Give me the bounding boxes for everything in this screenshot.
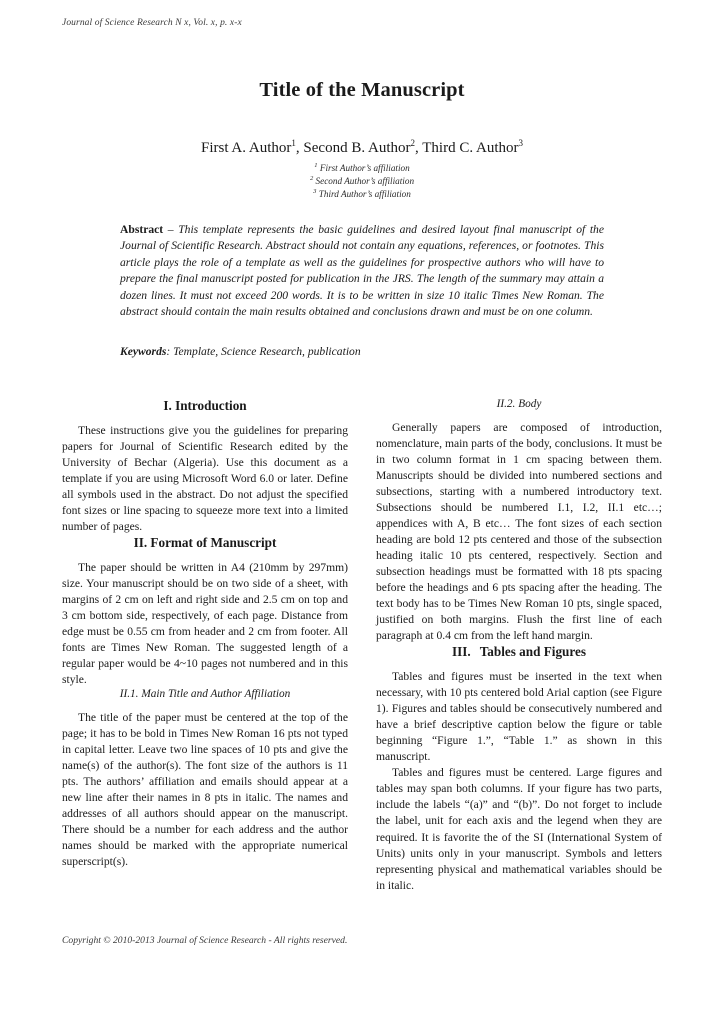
affiliation-superscript: 1 [314,162,318,170]
section-heading-tables-and-figures [376,644,662,660]
abstract-text: This template represents the basic guidelines and desired layout final manuscript of the Journal of Scientific Research. Abstract should not contain any equations, references, or footnotes. This article plays the role of a template as well as the guidelines for prospective authors who will have to prepare the final manuscript posted for publication in the JRS. The length of the summary may attain a dozen lines. It must not exceed 200 words. It is to be written in size 10 italic Times New Roman. The abstract should contain the main results obtained and conclusions drawn and must be on one column. [120,223,604,319]
section-title: Tables and Figures [479,644,586,660]
page-title: Title of the Manuscript [259,79,465,101]
author-name-2: Second B. Author [303,139,411,156]
author-superscript-2: 2 [410,137,416,148]
affiliation-label: First Author’s affiliation [319,163,410,174]
left-column [62,398,348,908]
section-number: III. [452,644,471,660]
author-list [62,139,662,158]
keywords-value: Template, Science Research, publication [173,344,361,358]
paragraph-tables-and-figures-2: Tables and figures must be centered. Large figures and tables may span both columns. If your figure has two parts, include the labels “(a)” and “(b)”. Do not forget to include the label, unit for each axis and the legend when they are required. It is favorite the of the SI (International System of Units) units only in your manuscript. Symbols and letters representing physical and mathematical variables should be in italic. [376,766,662,892]
affiliation-superscript: 2 [309,175,314,183]
title-block [62,78,662,202]
section-heading-introduction: I. Introduction [163,398,247,413]
author-superscript-1: 1 [291,137,296,148]
paragraph-main-title-and-author-affiliation: The title of the paper must be centered at the top of the page; it has to be bold in Times New Roman 16 pts not typed in capital letter. Leave two line spaces of 10 pts and give the name(s) of the author(s). The font size of the authors is 11 pts. The authors’ affiliation and emails should appear at a new line after their names in 8 pts in italic. The names and addresses of all authors should appear on the manuscript. There should be a number for each address and the author names should be marked with the appropriate numerical superscript(s). [62,710,348,869]
affiliation-list [62,162,662,201]
keywords-line [120,345,604,358]
abstract-dash: – [163,223,179,236]
affiliation-item [62,175,662,188]
author-name-1: First A. Author [200,139,292,156]
footer-copyright: Copyright © 2010-2013 Journal of Science Research - All rights reserved. [62,935,348,946]
author-superscript-3: 3 [518,137,523,148]
affiliation-label: Second Author’s affiliation [315,176,415,187]
paragraph-tables-and-figures-1: Tables and figures must be inserted in the text when necessary, with 10 pts centered bold Arial caption (see Figure 1). Figures and tables should be consecutively numbered and have a brief descriptive caption below the figure or table beginning “Figure 1.”, “Table 1.” as shown in this manuscript. [376,670,662,764]
paragraph-introduction: These instructions give you the guidelines for preparing papers for Journal of Scientific Research edited by the University of Bechar (Algeria). Use this document as a template if you are using Microsoft Word 6.0 or later. Define all symbols used in the abstract. Do not adjust the specified font sizes or line spacing to squeeze more text into a limited number of pages. [62,423,348,534]
abstract-label: Abstract [120,223,164,236]
affiliation-superscript: 3 [313,188,317,196]
right-column [376,398,662,908]
affiliation-item [62,188,662,201]
author-separator-1: , [295,139,304,156]
paragraph-body: Generally papers are composed of introduction, nomenclature, main parts of the body, conclusions. It must be in two column format in 1 cm spacing between them. Manuscripts should be divided into numbered sections and subsections, starting with a numbered introductory text. Subsections should be numbered I.1, I.2, II.1 etc…; appendices with A, B etc… The font sizes of each section heading are bold 12 pts centered and those of the subsection heading italic 10 pts centered, respectively. Section and subsection headings must be formatted with 18 pts spacing before the headings and 6 pts spacing after the heading. The text body has to be Times New Roman 10 pts, single spaced, justified on both margins. Flush the first line of each paragraph at 0.4 cm from the left hand margin. [376,420,662,643]
subsection-heading-main-title-and-author-affiliation: II.1. Main Title and Author Affiliation [119,688,291,701]
subsection-heading-body: II.2. Body [496,398,542,410]
paragraph-format-of-manuscript: The paper should be written in A4 (210mm by 297mm) size. Your manuscript should be on two side of a sheet, with margins of 2 cm on left and right side and 2.5 cm on top and 3 cm bottom side, respectively, of each page. Distance from edge must be 0.55 cm from header and 2 cm from footer. All fonts are Times New Roman. The suggested length of a regular paper would be 4~10 pages not numbered and in this style. [62,561,348,687]
affiliation-label: Third Author’s affiliation [318,189,411,200]
running-head: Journal of Science Research N x, Vol. x, p. x-x [62,18,242,28]
body-columns [62,398,662,908]
author-name-3: Third C. Author [422,139,519,156]
keywords-separator: : [166,344,174,358]
section-heading-format-of-manuscript: II. Format of Manuscript [133,535,277,551]
abstract-block [120,222,604,358]
abstract-paragraph [120,222,604,321]
keywords-label: Keywords [120,344,167,358]
author-separator-2: , [415,139,423,156]
affiliation-item [62,162,662,175]
